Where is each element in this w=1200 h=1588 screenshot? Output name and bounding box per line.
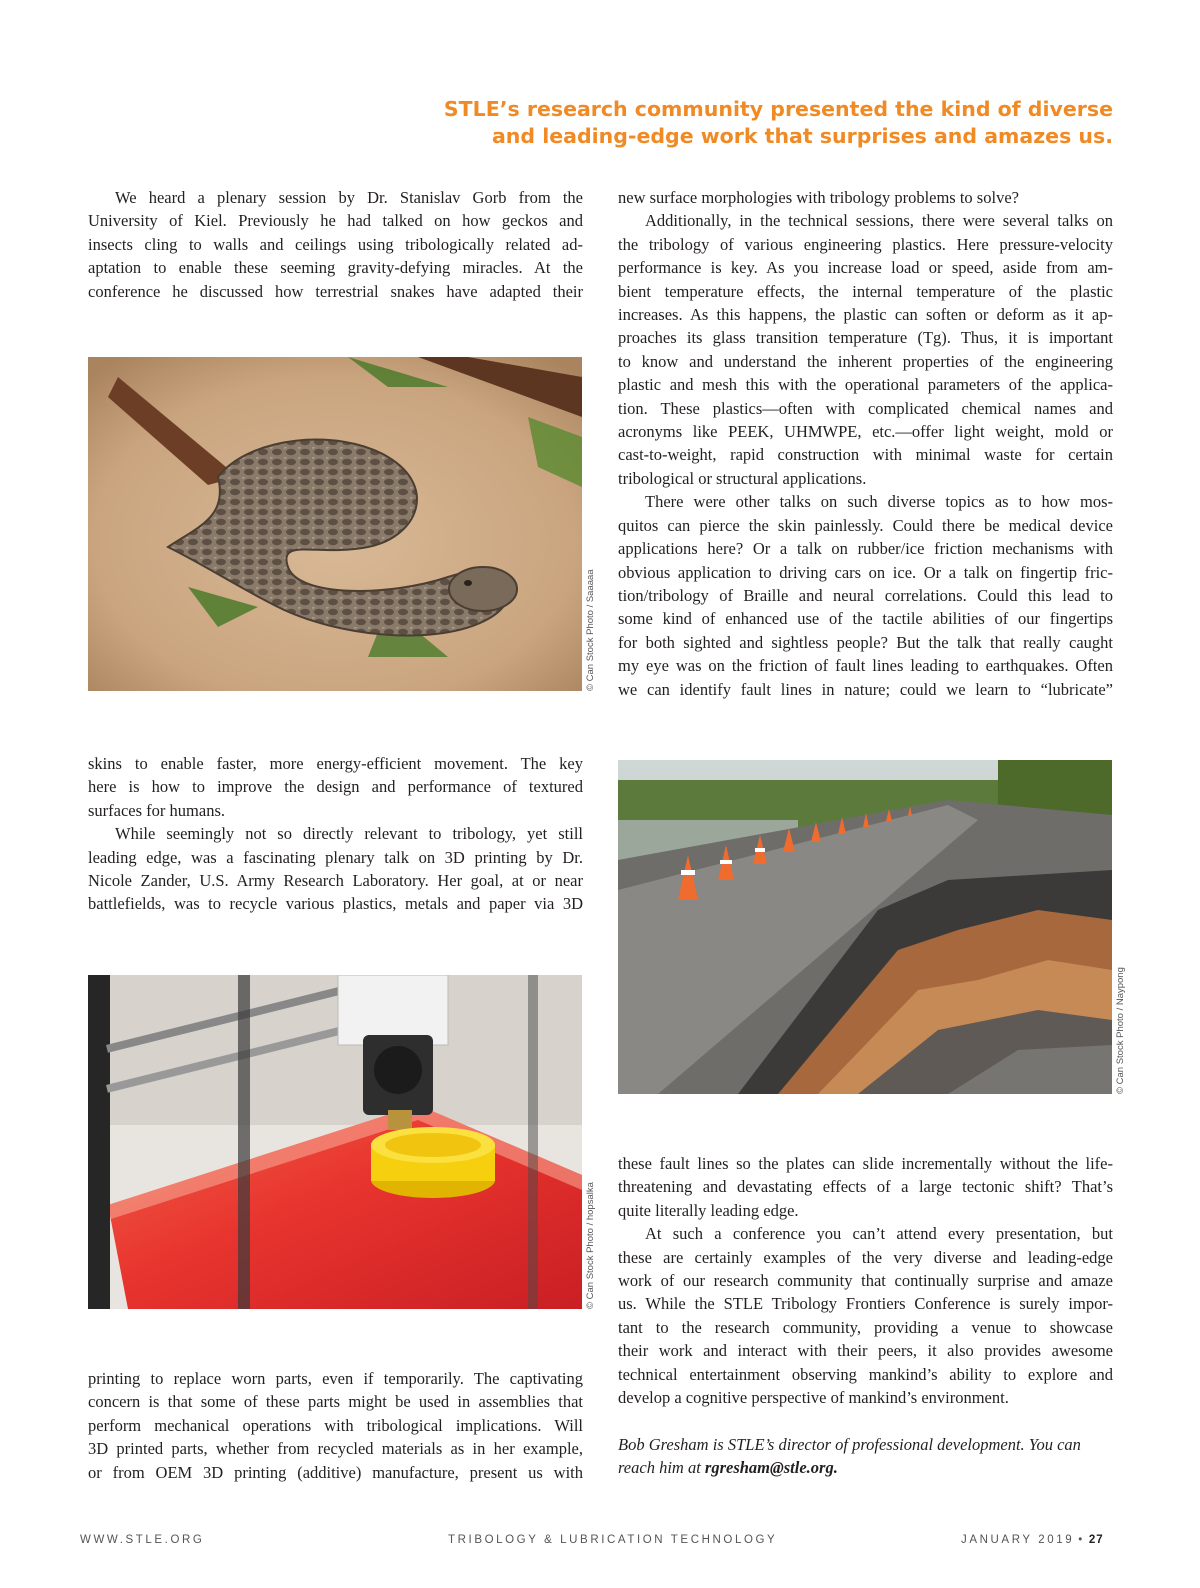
body-text-right-bottom xyxy=(618,1152,1113,1409)
text-line: tant to the research community, providing a venue to showcase xyxy=(618,1317,1113,1337)
text-line: my eye was on the friction of fault lines leading to earthquakes. Often xyxy=(618,656,1113,676)
footer-date-page xyxy=(961,1534,1104,1546)
earthquake-road-photo xyxy=(618,760,1112,1094)
text-line: conference he discussed how terrestrial snakes have adapted their xyxy=(88,281,583,301)
body-text-left-middle xyxy=(88,752,583,916)
text-line: new surface morphologies with tribology problems to solve? xyxy=(618,188,1019,207)
text-line: the tribology of various engineering plastics. Here pressure-velocity xyxy=(618,234,1113,254)
text-line: battlefields, was to recycle various plastics, metals and paper via 3D xyxy=(88,894,583,914)
text-line: bient temperature effects, the internal temperature of the plastic xyxy=(618,281,1113,301)
text-line: obvious application to driving cars on ice. Or a talk on fingertip fric- xyxy=(618,562,1113,582)
text-line: plastic and mesh this with the operational parameters of the applica- xyxy=(618,375,1113,395)
text-line: performance is key. As you increase load or speed, aside from am- xyxy=(618,258,1113,278)
body-text-left-bottom xyxy=(88,1367,583,1484)
text-line: these are certainly examples of the very diverse and leading-edge xyxy=(618,1247,1113,1267)
text-line: We heard a plenary session by Dr. Stanislav Gorb from the xyxy=(115,188,583,207)
text-line: University of Kiel. Previously he had talked on how geckos and xyxy=(88,211,583,231)
body-text-right-top xyxy=(618,186,1113,701)
footer-website[interactable]: WWW.STLE.ORG xyxy=(80,1534,205,1546)
text-line: some kind of enhanced use of the tactile abilities of our fingertips xyxy=(618,609,1113,629)
text-line: leading edge, was a fascinating plenary talk on 3D printing by Dr. xyxy=(88,847,583,867)
text-line: aptation to enable these seeming gravity-defying miracles. At the xyxy=(88,258,583,278)
text-line: work of our research community that continually surprise and amaze xyxy=(618,1271,1113,1291)
text-line: develop a cognitive perspective of mankind’s environment. xyxy=(618,1388,1009,1408)
text-line: skins to enable faster, more energy-efficient movement. The key xyxy=(88,754,583,773)
text-line: we can identify fault lines in nature; could we learn to “lubricate” xyxy=(618,679,1113,699)
text-line: insects cling to walls and ceilings using tribologically related ad- xyxy=(88,234,583,254)
text-line: increases. As this happens, the plastic can soften or deform as it ap- xyxy=(618,305,1113,325)
text-line: At such a conference you can’t attend every presentation, but xyxy=(645,1224,1113,1244)
text-line: here is how to improve the design and performance of textured xyxy=(88,777,583,797)
text-line: 3D printed parts, whether from recycled materials as in her example, xyxy=(88,1439,583,1459)
text-line: Nicole Zander, U.S. Army Research Laboratory. Her goal, at or near xyxy=(88,871,583,891)
text-line: While seemingly not so directly relevant to tribology, yet still xyxy=(115,824,583,844)
text-line: proaches its glass transition temperature (Tg). Thus, it is important xyxy=(618,328,1113,348)
text-line: quite literally leading edge. xyxy=(618,1200,799,1220)
text-line: their work and interact with their peers, it also provides awesome xyxy=(618,1341,1113,1361)
3d-printer-photo xyxy=(88,975,582,1309)
text-line: for both sighted and sightless people? But the talk that really caught xyxy=(618,632,1113,652)
pull-quote xyxy=(440,96,1113,150)
text-line: Additionally, in the technical sessions, there were several talks on xyxy=(645,211,1113,231)
bio-line: Bob Gresham is STLE’s director of professional development. You can xyxy=(618,1435,1081,1454)
pull-quote-line: and leading-edge work that surprises and amazes us. xyxy=(491,124,1113,148)
footer-separator: • xyxy=(1078,1534,1085,1546)
pull-quote-line: STLE’s research community presented the kind of diverse xyxy=(443,97,1113,121)
photo-credit-road: © Can Stock Photo / Naypong xyxy=(1115,967,1126,1094)
photo-credit-snake: © Can Stock Photo / Saaaaa xyxy=(585,569,596,691)
footer-magazine-title: TRIBOLOGY & LUBRICATION TECHNOLOGY xyxy=(448,1534,778,1546)
author-bio xyxy=(618,1433,1113,1480)
text-line: acronyms like PEEK, UHMWPE, etc.—offer light weight, mold or xyxy=(618,422,1113,442)
snake-photo xyxy=(88,357,582,691)
text-line: these fault lines so the plates can slide incrementally without the life- xyxy=(618,1154,1113,1173)
text-line: There were other talks on such diverse topics as to how mos- xyxy=(645,492,1113,512)
text-line: to know and understand the inherent properties of the engineering xyxy=(618,351,1113,371)
text-line: tribological or structural applications. xyxy=(618,468,867,488)
text-line: us. While the STLE Tribology Frontiers Conference is surely impor- xyxy=(618,1294,1113,1314)
text-line: concern is that some of these parts might be used in assemblies that xyxy=(88,1392,583,1412)
author-email-link[interactable]: rgresham@stle.org. xyxy=(704,1458,838,1478)
text-line: applications here? Or a talk on rubber/ice friction mechanisms with xyxy=(618,539,1113,559)
text-line: tion. These plastics—often with complicated chemical names and xyxy=(618,398,1113,418)
text-line: tion/tribology of Braille and neural correlations. Could this lead to xyxy=(618,585,1113,605)
bio-line: reach him at rgresham@stle.org. xyxy=(618,1458,838,1478)
text-line: perform mechanical operations with tribological implications. Will xyxy=(88,1415,583,1435)
text-line: printing to replace worn parts, even if temporarily. The captivating xyxy=(88,1369,583,1388)
text-line: surfaces for humans. xyxy=(88,800,225,820)
text-line: or from OEM 3D printing (additive) manufacture, present us with xyxy=(88,1462,583,1482)
photo-credit-printer: © Can Stock Photo / hopsalka xyxy=(585,1182,596,1309)
text-line: cast-to-weight, rapid construction with minimal waste for certain xyxy=(618,445,1113,465)
text-line: technical entertainment observing mankind’s ability to explore and xyxy=(618,1364,1113,1384)
text-line: threatening and devastating effects of a large tectonic shift? That’s xyxy=(618,1177,1113,1197)
footer-date: JANUARY 2019 xyxy=(961,1534,1075,1546)
text-line: quitos can pierce the skin painlessly. Could there be medical device xyxy=(618,515,1113,535)
body-text-left-top xyxy=(88,186,583,303)
page-number: 27 xyxy=(1088,1534,1104,1546)
